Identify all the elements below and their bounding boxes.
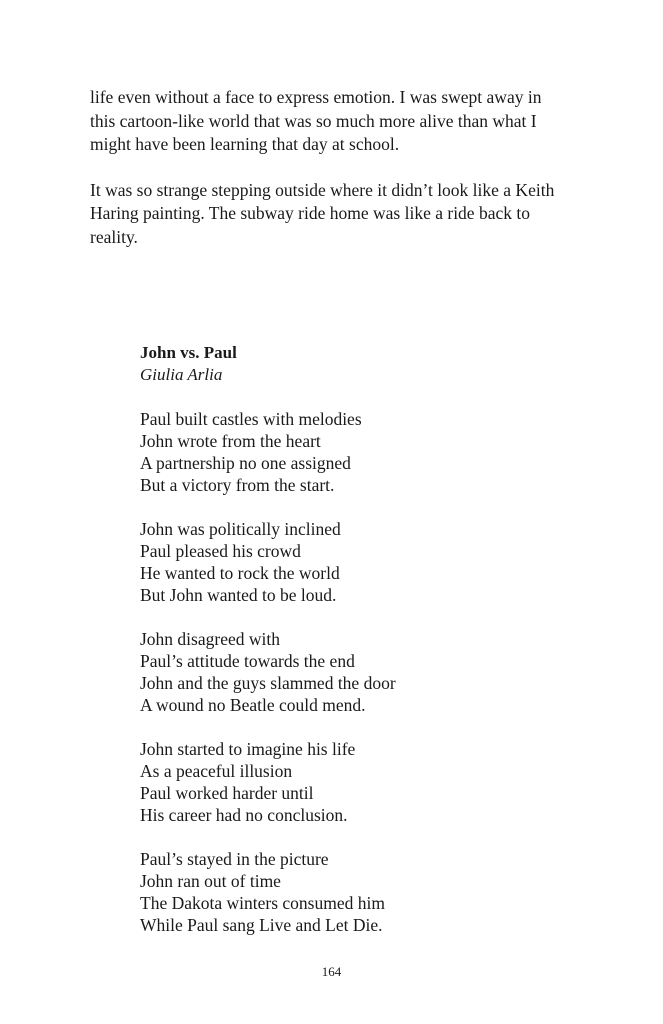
poem-title: John vs. Paul [140, 343, 237, 362]
poem-line: Paul built castles with melodies [140, 409, 362, 429]
prose-line: this cartoon-like world that was so much more alive than what I [90, 110, 537, 131]
poem-line: Paul pleased his crowd [140, 541, 301, 561]
poem-line: But a victory from the start. [140, 475, 335, 495]
poem-line: A wound no Beatle could mend. [140, 695, 366, 715]
prose-line: might have been learning that day at school. [90, 134, 400, 154]
prose-line: reality. [90, 226, 138, 247]
poem-line: John started to imagine his life [140, 739, 356, 759]
prose-line: Haring painting. The subway ride home was like a ride back to [90, 203, 530, 223]
poem-line: Paul’s stayed in the picture [140, 849, 329, 869]
poem-line: John and the guys slammed the door [140, 673, 396, 693]
poem-stanza [140, 848, 540, 936]
poem-line: He wanted to rock the world [140, 563, 340, 583]
poem-stanza [140, 628, 540, 716]
prose-line: It was so strange stepping outside where it didn’t look like a Keith [90, 179, 555, 200]
page-number: 164 [321, 964, 342, 979]
prose-line: life even without a face to express emotion. I was swept away in [90, 87, 542, 107]
poem-line: John disagreed with [140, 629, 280, 649]
poem-line: John wrote from the heart [140, 431, 321, 451]
poem-line: The Dakota winters consumed him [140, 893, 385, 913]
poem-line: His career had no conclusion. [140, 805, 348, 825]
poem-stanza [140, 738, 540, 826]
prose-paragraph [90, 86, 590, 157]
poem-line: A partnership no one assigned [140, 453, 351, 473]
poem-author: Giulia Arlia [140, 365, 223, 384]
poem-line: John ran out of time [140, 871, 281, 891]
prose-section [90, 86, 590, 271]
poem-line: Paul’s attitude towards the end [140, 651, 355, 671]
poem-line: While Paul sang Live and Let Die. [140, 915, 383, 935]
poem-line: Paul worked harder until [140, 783, 314, 803]
poem [140, 342, 540, 958]
prose-paragraph [90, 179, 590, 250]
poem-line: But John wanted to be loud. [140, 585, 337, 605]
poem-line: John was politically inclined [140, 519, 341, 539]
poem-stanza [140, 408, 540, 496]
poem-line: As a peaceful illusion [140, 761, 293, 781]
poem-stanza [140, 518, 540, 606]
